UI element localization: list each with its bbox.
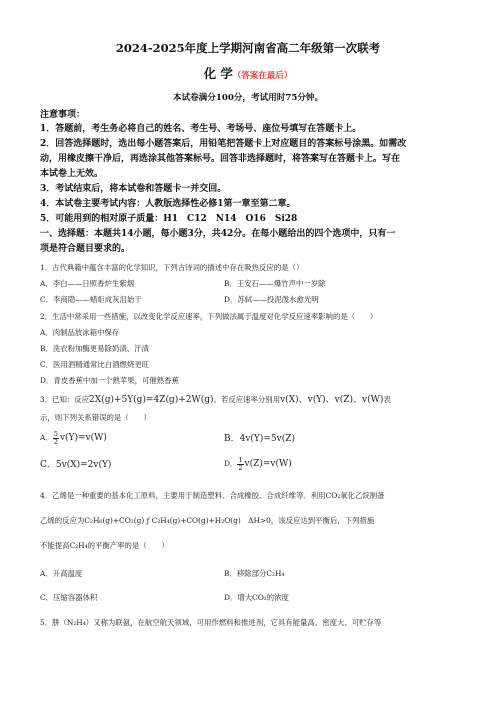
q2-option-b: B．洗衣粉加酶更易除奶渍、汗渍 bbox=[40, 344, 149, 353]
q3-option-d-denominator: 2 bbox=[238, 463, 243, 472]
q3-option-d-numerator: 1 bbox=[238, 455, 243, 464]
note-line-7: 5．可能用到的相对原子质量：H1 C12 N14 O16 Si28 bbox=[40, 214, 298, 224]
q1-option-b: B．王安石——爆竹声中一岁除 bbox=[224, 279, 326, 288]
q4-option-c: C．压缩容器体积 bbox=[40, 593, 98, 602]
q2-option-d: D．青皮香蕉中加一个熟苹果，可催熟香蕉 bbox=[40, 376, 179, 385]
q2-stem: 2．生活中常采用一些措施，以改变化学反应速率，下列做法属于温度对化学反应速率影响的是（ ） bbox=[40, 312, 378, 321]
q3-stem-line-1 bbox=[40, 394, 391, 406]
q3-rate-symbols: v(X)、v(Y)、v(Z)、v(W) bbox=[280, 395, 384, 405]
q3-option-c-expression: C．5v(X)=2v(Y) bbox=[40, 460, 112, 470]
q4-stem-line-2: 乙烯的反应为C₂H₆(g)+CO₂(g) ƒ C₂H₄(g)+CO(g)+H₂O(g) ΔH>0，该反应达到平衡后，下列措施 bbox=[40, 516, 375, 525]
q3-stem-line-2: 示，则下列关系错误的是（ ） bbox=[40, 413, 151, 422]
note-line-6: 4．本试卷主要考试内容：人教版选择性必修1第一章至第二章。 bbox=[40, 199, 296, 209]
q3-equation: 2X(g)+5Y(g)=4Z(g)+2W(g) bbox=[89, 395, 214, 405]
q3-option-a-expression: v(Y)=v(W) bbox=[59, 433, 107, 443]
q1-stem: 1．古代典籍中蕴含丰富的化学知识，下列古诗词的描述中存在吸热反应的是（） bbox=[40, 263, 304, 272]
subject-name: 化 学 bbox=[203, 66, 233, 81]
q3-option-d bbox=[224, 456, 292, 472]
notes-heading: 注意事项： bbox=[40, 110, 86, 120]
q3-option-d-expression: v(Z)=v(W) bbox=[244, 459, 292, 469]
subject-heading bbox=[0, 68, 496, 82]
exam-title: 2024-2025年度上学期河南省高二年级第一次联考 bbox=[115, 41, 381, 55]
note-line-3: 动，用橡皮擦干净后，再选涂其他答案标号。回答非选择题时，将答案写在答题卡上。写在 bbox=[40, 154, 401, 164]
section-heading-line-1: 一、选择题：本题共14小题，每小题3分，共42分。在每小题给出的四个选项中，只有一 bbox=[40, 229, 396, 239]
q3-stem-mid: 。若反应速率分别用 bbox=[213, 395, 281, 404]
q4-stem-line-1: 4．乙烯是一种重要的基本化工原料，主要用于制造塑料、合成橡胶、合成纤维等。利用CO₂氧化乙烷制备 bbox=[40, 491, 385, 500]
q4-stem-line-3: 不能提高C₂H₄的平衡产率的是（ ） bbox=[40, 541, 169, 550]
q3-option-a bbox=[40, 430, 107, 446]
answer-location-note: （答案在最后） bbox=[232, 71, 293, 81]
q3-option-a-denominator: 2 bbox=[53, 437, 58, 446]
q4-option-a: A．升高温度 bbox=[40, 569, 83, 578]
q2-option-a: A．肉制品放冰箱中保存 bbox=[40, 328, 120, 337]
q3-option-a-numerator: 5 bbox=[53, 429, 58, 438]
q3-option-d-label: D． bbox=[224, 459, 238, 468]
q1-option-a: A．李白——日照香炉生紫烟 bbox=[40, 279, 135, 288]
q1-option-d: D．苏轼——投泥泼水愈光明 bbox=[224, 295, 319, 304]
q4-option-d: D．增大CO₂的浓度 bbox=[224, 593, 289, 602]
q3-stem-post: 表 bbox=[383, 395, 391, 404]
q3-option-d-fraction bbox=[237, 457, 243, 472]
q3-option-b-expression: B．4v(Y)=5v(Z) bbox=[224, 434, 296, 444]
note-line-4: 本试卷上无效。 bbox=[40, 169, 104, 179]
note-line-5: 3．考试结束后，将本试卷和答题卡一并交回。 bbox=[40, 184, 227, 194]
q5-stem-line-1: 5．肼（N₂H₄）又称为联氨，在航空航天领域，可用作燃料和推进剂，它具有能量高、密度大、可贮存等 bbox=[40, 618, 382, 627]
note-line-1: 1．答题前，考生务必将自己的姓名、考生号、考场号、座位号填写在答题卡上。 bbox=[40, 124, 362, 134]
q3-option-c bbox=[40, 459, 111, 471]
q2-option-c: C．医用酒精通常比白酒燃烧更旺 bbox=[40, 360, 150, 369]
q4-option-b: B．移除部分C₂H₄ bbox=[224, 569, 285, 578]
q3-option-b bbox=[224, 433, 295, 445]
section-heading-line-2: 项是符合题目要求的。 bbox=[40, 244, 131, 254]
note-line-2: 2．回答选择题时，选出每小题答案后，用铅笔把答题卡上对应题目的答案标号涂黑。如需改 bbox=[40, 139, 407, 149]
q3-option-a-label: A． bbox=[40, 433, 53, 442]
q1-option-c: C．李商隐——蜡炬成灰泪始干 bbox=[40, 295, 142, 304]
exam-meta: 本试卷满分100分，考试用时75分钟。 bbox=[172, 93, 324, 103]
q3-stem-pre: 3．已知：反应 bbox=[40, 395, 90, 404]
q3-option-a-fraction bbox=[53, 431, 59, 446]
